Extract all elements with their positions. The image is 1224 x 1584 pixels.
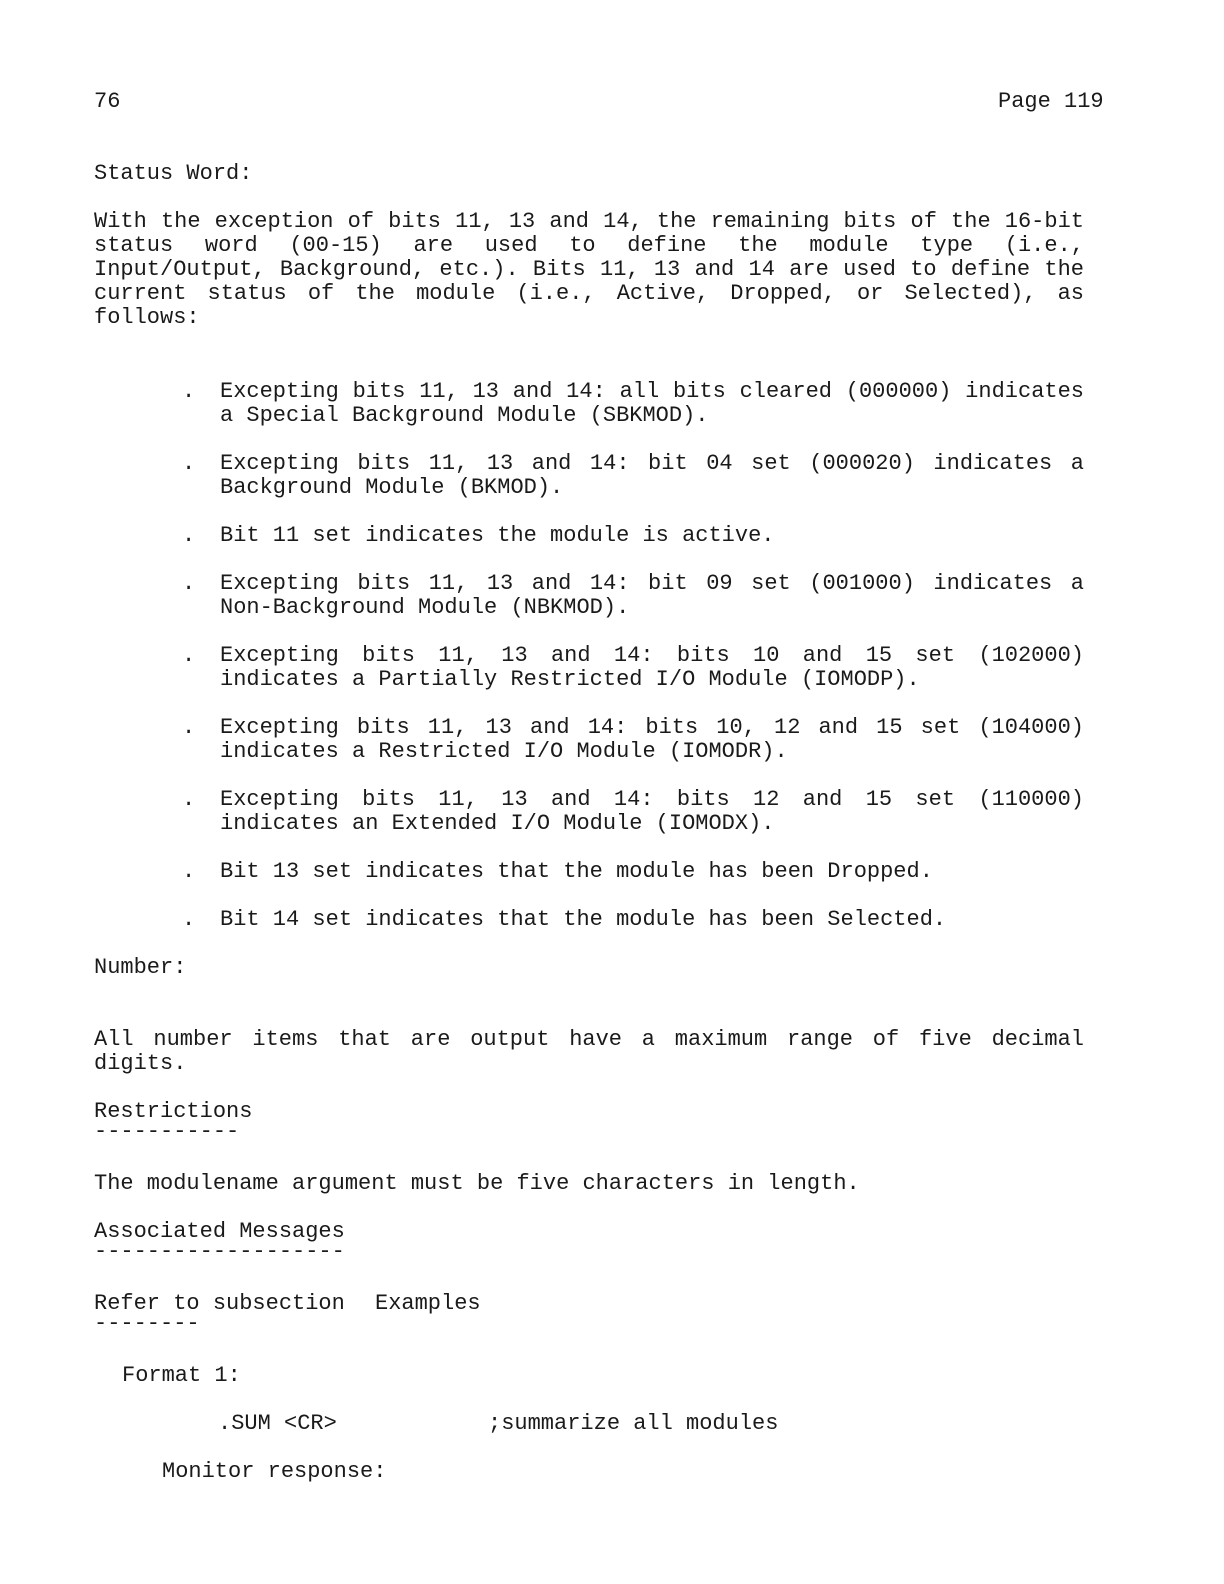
list-item: Excepting bits 11, 13 and 14: bit 04 set (000020) indicates a Background Module (BKMOD). (220, 451, 1084, 500)
list-item: Excepting bits 11, 13 and 14: all bits cleared (000000) indicates a Special Background Module (SBKMOD). (220, 379, 1084, 428)
monitor-response-label: Monitor response: (162, 1459, 387, 1484)
list-item: Excepting bits 11, 13 and 14: bits 10 and 15 set (102000) indicates a Partially Restricted I/O Module (IOMODP). (220, 643, 1084, 692)
page-number-right: Page 119 (998, 89, 1104, 114)
bullet-marker: . (182, 859, 196, 884)
number-heading: Number: (94, 955, 187, 980)
associated-messages-underline: ------------------- (94, 1239, 345, 1264)
bullet-marker: . (182, 451, 196, 476)
list-item: Excepting bits 11, 13 and 14: bits 12 and 15 set (110000) indicates an Extended I/O Module (IOMODX). (220, 787, 1084, 836)
bullet-marker: . (182, 715, 196, 740)
examples-underline: -------- (94, 1311, 200, 1336)
list-item: Bit 14 set indicates that the module has been Selected. (220, 907, 947, 932)
list-item: Excepting bits 11, 13 and 14: bit 09 set (001000) indicates a Non-Background Module (NBKMOD). (220, 571, 1084, 620)
restrictions-text: The modulename argument must be five characters in length. (94, 1171, 860, 1196)
status-word-intro: With the exception of bits 11, 13 and 14, the remaining bits of the 16-bit status word (00-15) are used to define the module type (i.e., Input/Output, Background, etc.). Bits 11, 13 and 14 are used to define the current status of the module (i.e., Active, Dropped, or Selected), as follows: (94, 209, 1084, 330)
page-number-left: 76 (94, 89, 121, 114)
bullet-marker: . (182, 523, 196, 548)
associated-messages-heading: Associated Messages (94, 1219, 345, 1244)
examples-heading: Examples (375, 1291, 481, 1316)
format-label: Format 1: (122, 1363, 241, 1388)
number-text: All number items that are output have a maximum range of five decimal digits. (94, 1027, 1084, 1076)
associated-messages-text: Refer to subsection (94, 1291, 345, 1316)
restrictions-underline: ----------- (94, 1119, 240, 1144)
list-item: Bit 13 set indicates that the module has been Dropped. (220, 859, 933, 884)
bullet-marker: . (182, 379, 196, 404)
example-comment: ;summarize all modules (488, 1411, 779, 1436)
bullet-marker: . (182, 643, 196, 668)
example-command: .SUM <CR> (218, 1411, 337, 1436)
list-item: Excepting bits 11, 13 and 14: bits 10, 12 and 15 set (104000) indicates a Restricted I/O Module (IOMODR). (220, 715, 1084, 764)
bullet-marker: . (182, 907, 196, 932)
list-item: Bit 11 set indicates the module is active. (220, 523, 775, 548)
bullet-marker: . (182, 571, 196, 596)
bullet-marker: . (182, 787, 196, 812)
status-word-heading: Status Word: (94, 161, 253, 186)
restrictions-heading: Restrictions (94, 1099, 253, 1124)
